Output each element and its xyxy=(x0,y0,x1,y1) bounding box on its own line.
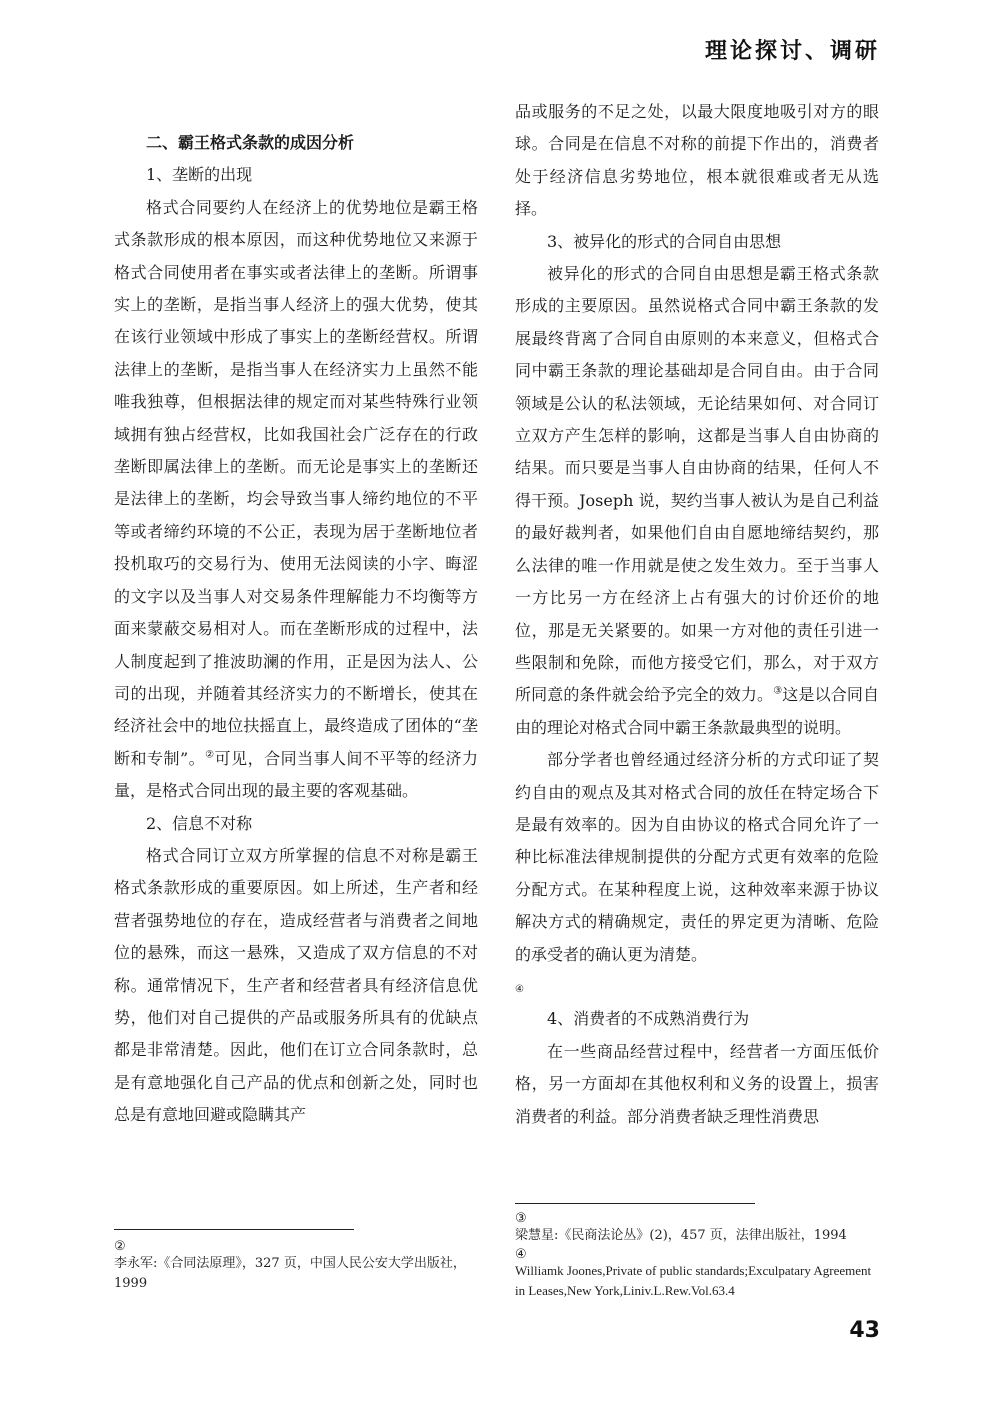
paragraph-text: 可见，合同当事人间不平等的经济力量，是格式合同出现的最主要的客观基础。 xyxy=(114,748,478,801)
footnote-4 xyxy=(515,1247,881,1301)
paragraph-contract-freedom xyxy=(515,258,879,744)
subheading-monopoly: 1、垄断的出现 xyxy=(146,165,253,185)
footnote-text: 李永军:《合同法原理》，327 页，中国人民公安大学出版社，1999 xyxy=(114,1256,466,1291)
footnote-mark: ④ xyxy=(515,1246,527,1261)
paragraph-consumer: 在一些商品经营过程中，经营者一方面压低价格，另一方面却在其他权利和义务的设置上，损害消费者的利益。部分消费者缺乏理性消费思 xyxy=(515,1041,879,1126)
subheading-information: 2、信息不对称 xyxy=(146,813,253,833)
footnote-divider xyxy=(515,1203,755,1204)
paragraph-text: 被异化的形式的合同自由思想是霸王格式条款形成的主要原因。虽然说格式合同中霸王条款的发展最终背离了合同自由原则的本来意义，但格式合同中霸王条款的理论基础却是合同自由。由于合同领域是公认的私法领域，无论结果如何、对合同订立双方产生怎样的影响，这都是当事人自由协商的结果。而只要是当事人自由协商的结果，任何人不得干预。Joseph 说，契约当事人被认为是自己利益的最好裁判者，如果他们自由自愿地缔结契约，那么法律的唯一作用就是使之发生效力。至于当事人一方比另一方在经济上占有强大的讨价还价的地位，那是无关紧要的。如果一方对他的责任引进一些限制和免除，而他方接受它们，那么，对于双方所同意的条件就会给予完全的效力。 xyxy=(515,264,879,705)
footnote-text: 梁慧星:《民商法论丛》(2)，457 页，法律出版社，1994 xyxy=(515,1228,847,1243)
footnote-2 xyxy=(114,1240,482,1294)
paragraph-text: 格式合同要约人在经济上的优势地位是霸王格式条款形成的根本原因，而这种优势地位又来源于格式合同使用者在事实或者法律上的垄断。所谓事实上的垄断，是指当事人经济上的强大优势，使其在该行业领域中形成了事实上的垄断经营权。所谓法律上的垄断，是指当事人在经济实力上虽然不能唯我独尊，但根据法律的规定而对某些特殊行业领域拥有独占经营权，比如我国社会广泛存在的行政垄断即属法律上的垄断。而无论是事实上的垄断还是法律上的垄断，均会导致当事人缔约地位的不平等或者缔约环境的不公正，表现为居于垄断地位者投机取巧的交易行为、使用无法阅读的小字、晦涩的文字以及当事人对交易条件理解能力不均衡等方面来蒙蔽交易相对人。而在垄断形成的过程中，法人制度起到了推波助澜的作用，正是因为法人、公司的出现，并随着其经济实力的不断增长，使其在经济社会中的地位扶摇直上，最终造成了团体的“垄断和专制”。 xyxy=(114,197,478,768)
paragraph-information: 格式合同订立双方所掌握的信息不对称是霸王格式条款形成的重要原因。如上所述，生产者和经营者强势地位的存在，造成经营者与消费者之间地位的悬殊，而这一悬殊，又造成了双方信息的不对称。通常情况下，生产者和经营者具有经济信息优势，他们对自己提供的产品或服务所具有的优缺点都是非常清楚。因此，他们在订立合同条款时，总是有意地强化自己产品的优点和创新之处，同时也总是有意地回避或隐瞒其产 xyxy=(114,845,478,1125)
running-header: 理论探讨、调研 xyxy=(704,39,880,64)
footnote-ref: ② xyxy=(205,749,215,761)
footnote-ref: ③ xyxy=(773,685,783,697)
paragraph-economic-analysis xyxy=(515,744,879,1003)
paragraph-text: 部分学者也曾经通过经济分析的方式印证了契约自由的观点及其对格式合同的放任在特定场合下是最有效率的。因为自由协议的格式合同允许了一种比标准法律规制提供的分配方式更有效率的危险分配方式。在某种程度上说，这种效率来源于协议解决方式的精确规定，责任的界定更为清晰、危险的承受者的确认更为清楚。 xyxy=(515,750,879,964)
footnote-divider xyxy=(114,1229,354,1230)
footnote-mark: ② xyxy=(114,1239,126,1254)
left-column xyxy=(114,127,478,1132)
footnote-text: Williamk Joones,Private of public standards;Exculpatary Agreement in Leases,New York,Liniv.L.Rew.Vol.63.4 xyxy=(515,1263,872,1298)
section-heading: 二、霸王格式条款的成因分析 xyxy=(146,133,355,152)
footnote-mark: ③ xyxy=(515,1211,527,1226)
paragraph-information-cont: 品或服务的不足之处，以最大限度地吸引对方的眼球。合同是在信息不对称的前提下作出的，消费者处于经济信息劣势地位，根本就很难或者无从选择。 xyxy=(515,102,879,219)
subheading-contract-freedom: 3、被异化的形式的合同自由思想 xyxy=(547,231,782,251)
paragraph-text: 这是以合同自由的理论对格式合同中霸王条款最典型的说明。 xyxy=(515,685,879,737)
paragraph-monopoly xyxy=(114,192,478,808)
right-column xyxy=(515,96,879,1133)
page-number: 43 xyxy=(849,1318,880,1343)
subheading-consumer: 4、消费者的不成熟消费行为 xyxy=(547,1009,750,1029)
footnote-3 xyxy=(515,1212,881,1246)
footnote-ref: ④ xyxy=(515,983,524,995)
